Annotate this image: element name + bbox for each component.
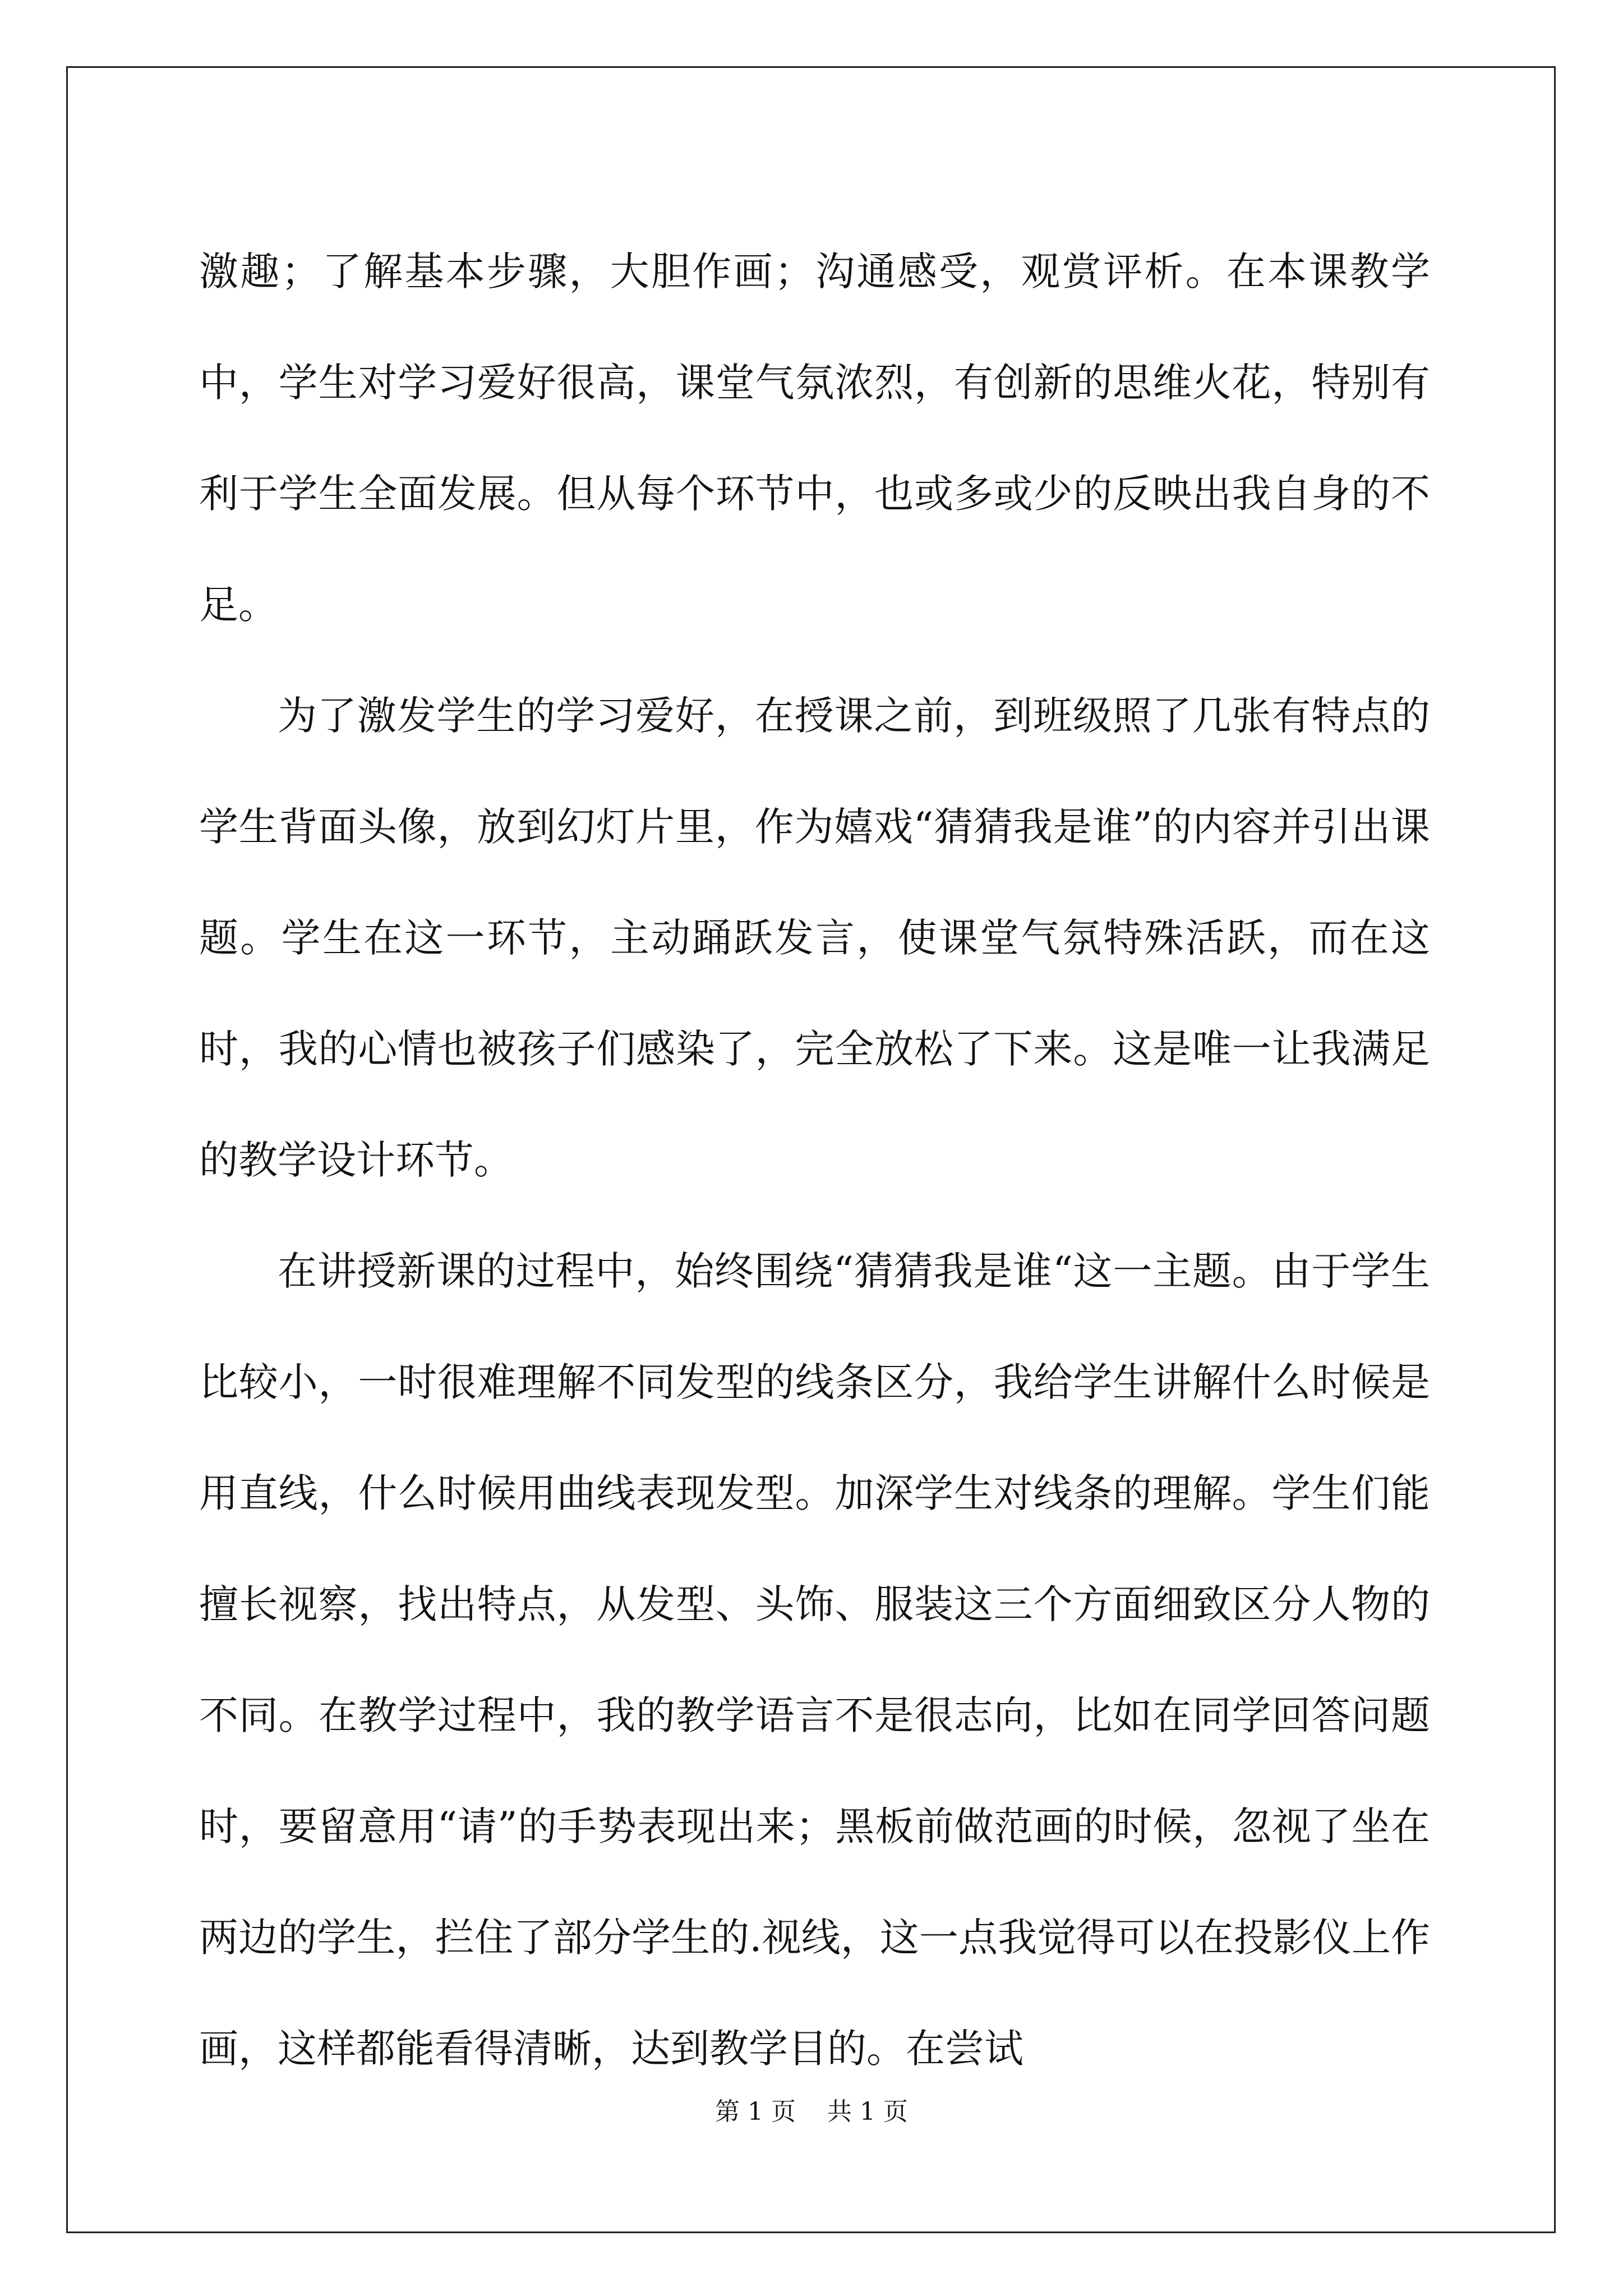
- page-footer: 第 1 页 共 1 页: [715, 2097, 908, 2126]
- paragraph-3: 在讲授新课的过程中，始终围绕“猜猜我是谁“这一主题。由于学生比较小，一时很难理解不同发型的线条区分，我给学生讲解什么时候是用直线，什么时候用曲线表现发型。加深学生对线条的理解。学生们能擅长视察，找出特点，从发型、头饰、服装这三个方面细致区分人物的不同。在教学过程中，我的教学语言不是很志向，比如在同学回答问题时，要留意用“请”的手势表现出来；黑板前做范画的时候，忽视了坐在两边的学生，拦住了部分学生的.视线，这一点我觉得可以在投影仪上作画，这样都能看得清晰，达到教学目的。在尝试: [199, 1248, 1430, 2072]
- paragraph-2: 为了激发学生的学习爱好，在授课之前，到班级照了几张有特点的学生背面头像，放到幻灯片里，作为嬉戏“猜猜我是谁”的内容并引出课题。学生在这一环节，主动踊跃发言，使课堂气氛特殊活跃，而在这时，我的心情也被孩子们感染了，完全放松了下来。这是唯一让我满足的教学设计环节。: [199, 693, 1430, 1183]
- document-body: [199, 216, 1430, 2104]
- paragraph-1: 激趣；了解基本步骤，大胆作画；沟通感受，观赏评析。在本课教学中，学生对学习爱好很高，课堂气氛浓烈，有创新的思维火花，特别有利于学生全面发展。但从每个环节中，也或多或少的反映出我自身的不足。: [199, 249, 1430, 628]
